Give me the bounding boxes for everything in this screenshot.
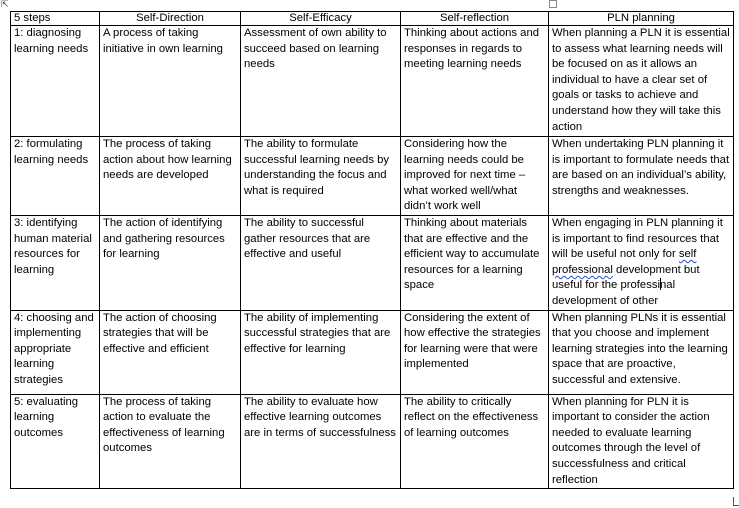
spellcheck-flagged-text[interactable]: self professional <box>552 248 697 276</box>
self-direction-cell[interactable]: The process of taking action to evaluate the effectiveness of learning outcomes <box>100 394 241 489</box>
header-row <box>11 12 734 26</box>
self-reflection-cell[interactable]: Thinking about materials that are effective and the efficient way to accumulate resources for a learning space <box>401 215 549 310</box>
pln-planning-cell[interactable]: When planning PLNs it is essential that you choose and implement learning strategies into the learning space that are proactive, successful and extensive. <box>549 310 734 394</box>
pln-text-part: When engaging in PLN planning it is important to find resources that will be useful not only for <box>552 216 723 261</box>
self-efficacy-cell[interactable]: The ability to successful gather resources that are effective and useful <box>241 215 401 310</box>
self-efficacy-cell[interactable]: The ability to formulate successful learning needs by understanding the focus and what is required <box>241 137 401 216</box>
self-efficacy-cell[interactable]: Assessment of own ability to succeed based on learning needs <box>241 26 401 137</box>
table-row <box>11 215 734 310</box>
self-reflection-cell[interactable]: Considering the extent of how effective the strategies for learning were that were implemented <box>401 310 549 394</box>
pln-text-part: development but useful for the professi <box>552 263 700 292</box>
self-direction-cell[interactable]: The action of identifying and gathering resources for learning <box>100 215 241 310</box>
pln-planning-cell[interactable]: When planning a PLN it is essential to assess what learning needs will be focused on as it allows an individual to have a clear set of goals or tasks to achieve and understand how they will take this action <box>549 26 734 137</box>
header-self-efficacy[interactable]: Self-Efficacy <box>241 12 401 26</box>
self-efficacy-cell[interactable]: The ability to evaluate how effective learning outcomes are in terms of successfulness <box>241 394 401 489</box>
pln-planning-cell[interactable]: When undertaking PLN planning it is important to formulate needs that are based on an individual’s ability, strengths and weaknesses. <box>549 137 734 216</box>
pln-planning-cell[interactable] <box>549 215 734 310</box>
header-self-direction[interactable]: Self-Direction <box>100 12 241 26</box>
table-select-handle-icon[interactable] <box>549 0 557 8</box>
table-row <box>11 26 734 137</box>
self-direction-cell[interactable]: The action of choosing strategies that will be effective and efficient <box>100 310 241 394</box>
step-cell[interactable]: 3: identifying human material resources for learning <box>11 215 100 310</box>
header-self-reflection[interactable]: Self-reflection <box>401 12 549 26</box>
step-cell[interactable]: 4: choosing and implementing appropriate learning strategies <box>11 310 100 394</box>
pln-text-part: nal development of other <box>552 279 676 307</box>
table-resize-handle-icon[interactable] <box>733 497 739 506</box>
pln-planning-cell[interactable]: When planning for PLN it is important to consider the action needed to evaluate learning outcomes through the level of successfulness and critical reflection <box>549 394 734 489</box>
table-row <box>11 310 734 394</box>
step-cell[interactable]: 1: diagnosing learning needs <box>11 26 100 137</box>
table-row <box>11 394 734 489</box>
step-cell[interactable]: 5: evaluating learning outcomes <box>11 394 100 489</box>
self-direction-cell[interactable]: A process of taking initiative in own learning <box>100 26 241 137</box>
table-move-handle-icon[interactable]: ⇱ <box>1 0 9 9</box>
self-reflection-cell[interactable]: The ability to critically reflect on the effectiveness of learning outcomes <box>401 394 549 489</box>
self-reflection-cell[interactable]: Thinking about actions and responses in regards to meeting learning needs <box>401 26 549 137</box>
step-cell[interactable]: 2: formulating learning needs <box>11 137 100 216</box>
header-pln-planning[interactable]: PLN planning <box>549 12 734 26</box>
table-row <box>11 137 734 216</box>
self-direction-cell[interactable]: The process of taking action about how learning needs are developed <box>100 137 241 216</box>
header-5-steps[interactable]: 5 steps <box>11 12 100 26</box>
self-efficacy-cell[interactable]: The ability of implementing successful strategies that are effective for learning <box>241 310 401 394</box>
pln-steps-table[interactable] <box>10 11 734 489</box>
self-reflection-cell[interactable]: Considering how the learning needs could be improved for next time – what worked well/what didn’t work well <box>401 137 549 216</box>
